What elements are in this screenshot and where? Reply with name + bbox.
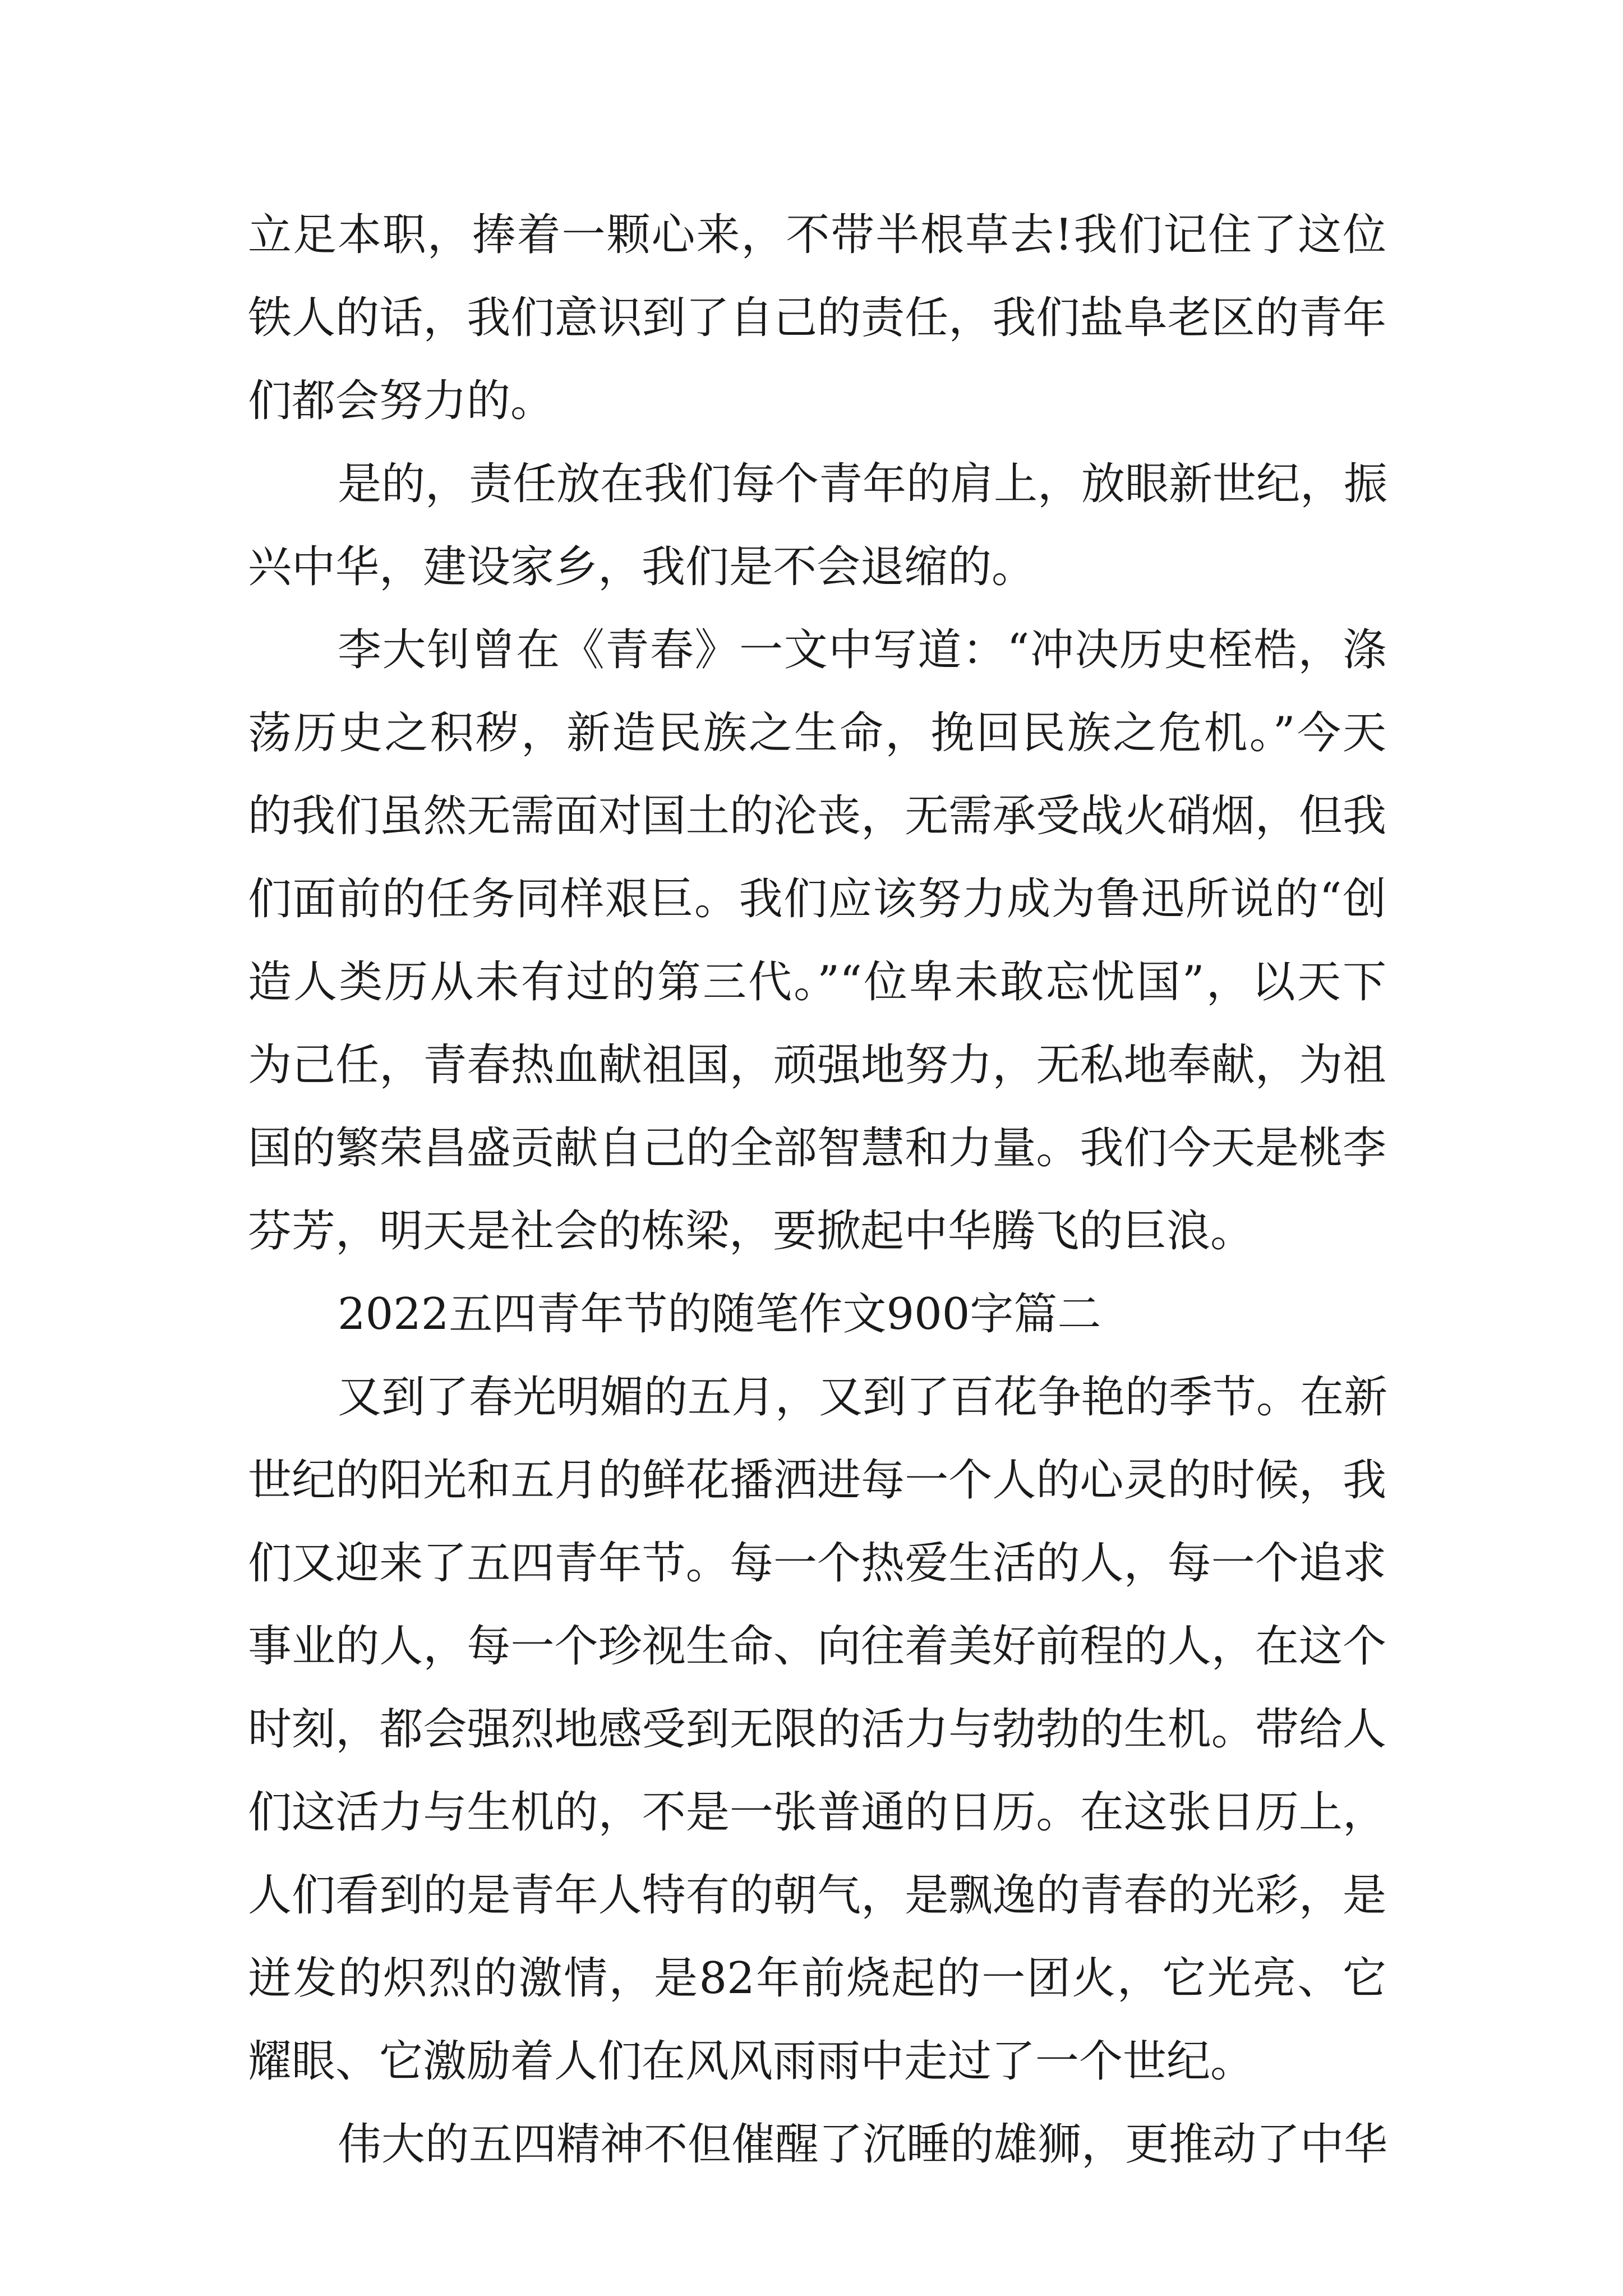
document-body bbox=[248, 194, 1386, 2186]
text-line: 兴中华，建设家乡，我们是不会退缩的。 bbox=[248, 542, 1036, 592]
text-line: 耀眼、它激励着人们在风风雨雨中走过了一个世纪。 bbox=[248, 2036, 1255, 2087]
text-line: 们这活力与生机的，不是一张普通的日历。在这张日历上， bbox=[248, 1787, 1386, 1838]
text-line: 芬芳，明天是社会的栋梁，要掀起中华腾飞的巨浪。 bbox=[248, 1206, 1255, 1257]
text-line: 世纪的阳光和五月的鲜花播洒进每一个人的心灵的时候，我 bbox=[248, 1455, 1386, 1506]
text-line: 们都会努力的。 bbox=[248, 376, 555, 426]
paragraph-first-line: 是的，责任放在我们每个青年的肩上，放眼新世纪，振 bbox=[338, 459, 1388, 509]
paragraph-first-line: 又到了春光明媚的五月，又到了百花争艳的季节。在新 bbox=[338, 1372, 1388, 1423]
text-line: 的我们虽然无需面对国土的沦丧，无需承受战火硝烟，但我 bbox=[248, 791, 1386, 841]
text-line: 时刻，都会强烈地感受到无限的活力与勃勃的生机。带给人 bbox=[248, 1704, 1386, 1755]
text-line: 为己任，青春热血献祖国，顽强地努力，无私地奉献，为祖 bbox=[248, 1040, 1386, 1091]
paragraph-first-line: 伟大的五四精神不但催醒了沉睡的雄狮，更推动了中华 bbox=[338, 2119, 1388, 2170]
text-line: 铁人的话，我们意识到了自己的责任，我们盐阜老区的青年 bbox=[248, 293, 1386, 343]
text-line: 们又迎来了五四青年节。每一个热爱生活的人，每一个追求 bbox=[248, 1538, 1386, 1589]
paragraph-first-line: 李大钊曾在《青春》一文中写道：“冲决历史桎梏，涤 bbox=[338, 625, 1386, 675]
text-line: 们面前的任务同样艰巨。我们应该努力成为鲁迅所说的“创 bbox=[248, 874, 1386, 924]
text-line: 事业的人，每一个珍视生命、向往着美好前程的人，在这个 bbox=[248, 1621, 1386, 1672]
text-line: 国的繁荣昌盛贡献自己的全部智慧和力量。我们今天是桃李 bbox=[248, 1123, 1386, 1174]
text-line: 人们看到的是青年人特有的朝气，是飘逸的青春的光彩，是 bbox=[248, 1870, 1386, 1921]
text-line: 迸发的炽烈的激情，是82年前烧起的一团火，它光亮、它 bbox=[248, 1953, 1386, 2004]
section-heading: 2022五四青年节的随笔作文900字篇二 bbox=[338, 1289, 1101, 1340]
text-line: 造人类历从未有过的第三代。”“位卑未敢忘忧国”，以天下 bbox=[248, 957, 1386, 1007]
text-line: 立足本职，捧着一颗心来，不带半根草去!我们记住了这位 bbox=[248, 210, 1386, 260]
text-line: 荡历史之积秽，新造民族之生命，挽回民族之危机。”今天 bbox=[248, 708, 1386, 758]
